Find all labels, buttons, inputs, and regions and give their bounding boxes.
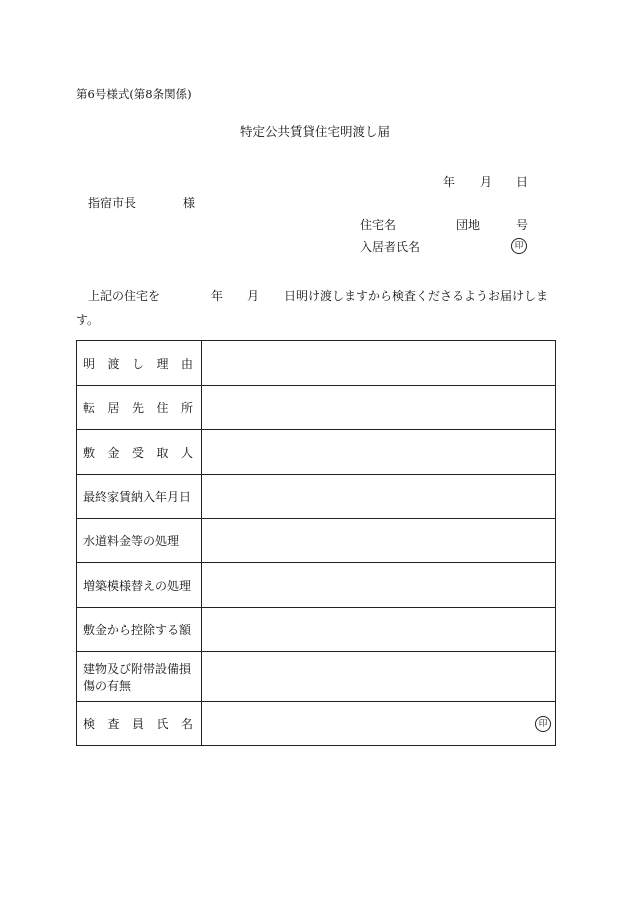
- row-label: 建物及び附帯設備損傷の有無: [83, 661, 192, 693]
- row-label-char: 渡: [107, 356, 120, 371]
- addressee-recipient: 指宿市長: [88, 196, 137, 210]
- row-label-char: 検: [83, 717, 96, 731]
- row-label-char: し: [131, 356, 144, 371]
- row-label: [83, 715, 201, 732]
- row-value-field[interactable]: [202, 652, 556, 702]
- row-label-char: 明: [83, 356, 96, 371]
- row-label: [83, 355, 201, 372]
- row-value-field[interactable]: [202, 386, 556, 430]
- row-value-field[interactable]: [202, 519, 556, 563]
- row-label-cell: [77, 475, 202, 519]
- seal-text: 印: [511, 238, 527, 254]
- row-label-char: 由: [180, 356, 193, 371]
- row-label-cell: [77, 563, 202, 608]
- table-row: [77, 563, 556, 608]
- seal-mark: [511, 237, 527, 254]
- date-year-label: 年: [443, 175, 456, 189]
- row-label-char: 氏: [156, 717, 169, 731]
- row-label-char: 取: [156, 445, 169, 460]
- row-value-field[interactable]: [202, 475, 556, 519]
- row-value-field[interactable]: [202, 563, 556, 608]
- table-row: [77, 702, 556, 746]
- row-value-field[interactable]: [202, 702, 556, 746]
- row-label-char: 査: [107, 717, 120, 731]
- row-value-field[interactable]: [202, 341, 556, 386]
- row-label-char: 所: [180, 401, 193, 415]
- row-label-char: 名: [180, 717, 193, 731]
- row-label: 敷金から控除する額: [83, 623, 192, 637]
- row-label-char: 転: [83, 401, 96, 415]
- row-label-char: 人: [180, 445, 193, 460]
- table-row: [77, 430, 556, 475]
- row-label-cell: [77, 702, 202, 746]
- row-label-cell: [77, 608, 202, 652]
- row-label-char: 居: [107, 401, 120, 415]
- row-label-char: 金: [107, 445, 120, 460]
- tenant-name-label: 入居者氏名: [360, 240, 421, 254]
- row-label-cell: [77, 341, 202, 386]
- form-number: 第6号様式(第8条関係): [76, 87, 192, 101]
- table-row: [77, 475, 556, 519]
- row-label-char: 理: [156, 356, 169, 371]
- row-label: [83, 399, 201, 416]
- document-title: 特定公共賃貸住宅明渡し届: [239, 124, 390, 139]
- table-row: [77, 652, 556, 702]
- complex-label: 団地: [456, 218, 481, 232]
- row-label-cell: [77, 430, 202, 475]
- table-row: [77, 386, 556, 430]
- row-label: [83, 444, 201, 461]
- row-label-char: 員: [131, 717, 144, 731]
- row-label-char: 受: [131, 445, 144, 460]
- table-row: [77, 519, 556, 563]
- row-label-char: 敷: [83, 445, 96, 460]
- body-line1-tail: 日明け渡しますから検査くださるようお届けしま: [284, 289, 549, 303]
- row-value-field[interactable]: [202, 430, 556, 475]
- seal-mark: 印: [535, 716, 551, 732]
- room-number-label: 号: [516, 218, 529, 232]
- row-label: 最終家賃納入年月日: [83, 490, 192, 504]
- table-row: [77, 341, 556, 386]
- row-label-char: 住: [156, 401, 169, 415]
- row-label-char: 先: [131, 401, 144, 415]
- date-day-label: 日: [516, 175, 529, 189]
- row-label-cell: [77, 519, 202, 563]
- addressee-honorific: 様: [183, 196, 196, 210]
- housing-name-label: 住宅名: [360, 218, 397, 232]
- row-label: 水道料金等の処理: [83, 534, 180, 548]
- date-month-label: 月: [480, 175, 493, 189]
- body-year-label: 年: [211, 289, 224, 303]
- row-value-field[interactable]: [202, 608, 556, 652]
- body-line2: す。: [76, 313, 100, 327]
- row-label: 増築模様替えの処理: [83, 578, 192, 593]
- body-month-label: 月: [247, 289, 260, 303]
- row-label-cell: [77, 652, 202, 702]
- details-table: [76, 340, 556, 746]
- row-label-cell: [77, 386, 202, 430]
- table-row: [77, 608, 556, 652]
- body-lead: 上記の住宅を: [88, 289, 161, 303]
